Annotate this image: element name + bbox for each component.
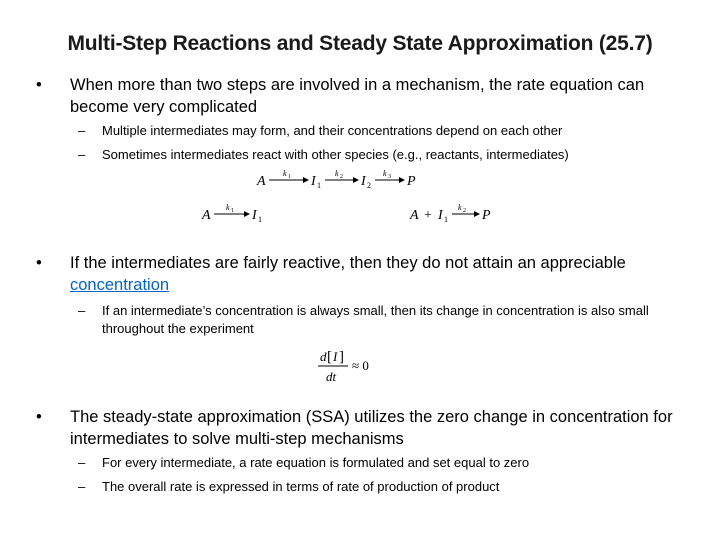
deriv-species-i: I — [333, 349, 338, 364]
sub-bullet-1-1-text: Multiple intermediates may form, and their concentrations depend on each other — [102, 123, 563, 138]
step-left-rate-k: k — [226, 203, 230, 212]
sub-bullet-1-2 — [78, 146, 678, 164]
sub-dash: – — [78, 303, 86, 318]
sub-bullet-3-2 — [78, 478, 678, 496]
step-right-species-a: A — [410, 208, 419, 223]
step-left-equation — [200, 200, 280, 226]
deriv-bracket-open: [ — [327, 349, 332, 365]
eq-rate-k3: k — [383, 169, 387, 178]
deriv-dt: dt — [326, 369, 337, 384]
sub-bullet-3-2-text: The overall rate is expressed in terms of rate of production of product — [102, 479, 500, 494]
sub-bullet-2-1 — [78, 302, 678, 338]
step-left-species-i-sub: 1 — [258, 215, 262, 224]
eq-species-i1: I — [311, 174, 316, 189]
eq-species-i2: I — [361, 174, 366, 189]
deriv-d-top: d — [320, 349, 327, 364]
step-left-species-a: A — [202, 208, 211, 223]
step-right-rate-k: k — [458, 203, 462, 212]
step-left-species-i: I — [252, 208, 257, 223]
sub-dash: – — [78, 147, 86, 162]
eq-species-i2-sub: 2 — [367, 181, 371, 190]
derivative-equation — [316, 346, 396, 386]
step-right-species-i-sub: 1 — [444, 215, 448, 224]
eq-rate-k1-sub: 1 — [288, 174, 291, 180]
eq-species-i1-sub: 1 — [317, 181, 321, 190]
sub-bullet-1-2-text: Sometimes intermediates react with other species (e.g., reactants, intermediates) — [102, 147, 569, 162]
eq-species-a: A — [257, 174, 266, 189]
step-right-species-p: P — [482, 208, 491, 223]
sub-bullet-3-1-text: For every intermediate, a rate equation is formulated and set equal to zero — [102, 455, 530, 470]
bullet-2 — [36, 252, 686, 296]
eq-species-p: P — [407, 174, 416, 189]
sub-dash: – — [78, 479, 86, 494]
sub-bullet-1-1 — [78, 122, 678, 140]
sub-dash: – — [78, 455, 86, 470]
step-left-rate-k-sub: 1 — [231, 208, 234, 214]
eq-rate-k3-sub: 3 — [388, 174, 391, 180]
mechanism-equation — [255, 166, 425, 192]
bullet-3 — [36, 406, 686, 450]
slide-title: Multi-Step Reactions and Steady State Approximation (25.7) — [67, 32, 653, 55]
bullet-2-text-wrap — [70, 252, 686, 296]
sub-dash: – — [78, 123, 86, 138]
bullet-2-text: If the intermediates are fairly reactive, then they do not attain an appreciable — [70, 254, 626, 272]
bullet-dot: • — [36, 408, 42, 426]
bullet-dot: • — [36, 76, 42, 94]
sub-bullet-2-1-text: If an intermediate’s concentration is always small, then its change in concentration is also small throughout the experiment — [102, 303, 649, 336]
step-right-plus: + — [424, 208, 432, 223]
sub-bullet-3-1 — [78, 454, 678, 472]
bullet-1 — [36, 74, 686, 118]
eq-rate-k1: k — [283, 169, 287, 178]
step-right-equation — [408, 200, 518, 226]
step-right-species-i: I — [438, 208, 443, 223]
bullet-3-text: The steady-state approximation (SSA) utilizes the zero change in concentration for intermediates to solve multi-step mechanisms — [70, 408, 673, 448]
step-right-rate-k-sub: 2 — [463, 208, 466, 214]
bullet-dot: • — [36, 254, 42, 272]
eq-rate-k2-sub: 2 — [340, 174, 343, 180]
eq-rate-k2: k — [335, 169, 339, 178]
bullet-1-text: When more than two steps are involved in a mechanism, the rate equation can become very complicated — [70, 76, 645, 116]
deriv-bracket-close: ] — [339, 349, 344, 365]
concentration-link[interactable]: concentration — [70, 276, 170, 294]
deriv-approx-zero: ≈ 0 — [352, 358, 369, 373]
